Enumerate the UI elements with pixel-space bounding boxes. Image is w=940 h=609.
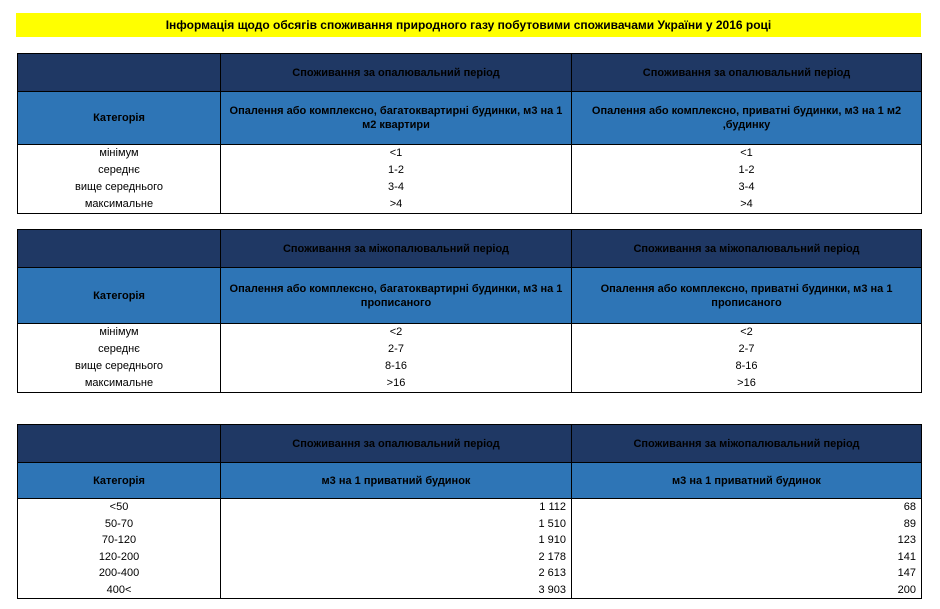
value-cell: 2-7 [221,341,572,358]
value-cell: 3-4 [221,179,572,196]
category-cell: 120-200 [18,549,221,566]
value-cell: 200 [572,582,922,599]
header-cell: Споживання за опалювальний період [221,425,572,463]
table-row [18,582,922,599]
value-cell: <1 [221,145,572,163]
value-cell: 1 112 [221,499,572,516]
header-cell: Споживання за міжопалювальний період [572,425,922,463]
page-title: Інформація щодо обсягів споживання природного газу побутовими споживачами України у 2016 році [16,13,921,37]
table-header-row [18,54,922,92]
value-cell: <1 [572,145,922,163]
value-cell: 89 [572,516,922,533]
value-cell: 147 [572,565,922,582]
header-cell: Споживання за опалювальний період [221,54,572,92]
category-cell: 200-400 [18,565,221,582]
table-row [18,179,922,196]
table-row [18,145,922,163]
value-cell: 8-16 [572,358,922,375]
subheader-cell: Опалення або комплексно, багатоквартирні будинки, м3 на 1 прописаного [221,268,572,324]
value-cell: 3-4 [572,179,922,196]
category-header: Категорія [18,268,221,324]
table-row [18,196,922,214]
category-cell: мінімум [18,324,221,342]
value-cell: >4 [572,196,922,214]
category-cell: <50 [18,499,221,516]
subheader-cell: Опалення або комплексно, приватні будинки, м3 на 1 прописаного [572,268,922,324]
value-cell: <2 [221,324,572,342]
value-cell: 123 [572,532,922,549]
table-subheader-row [18,268,922,324]
table-row [18,358,922,375]
category-cell: максимальне [18,375,221,393]
value-cell: 3 903 [221,582,572,599]
table-heating-m2 [17,53,922,214]
header-cell [18,425,221,463]
header-cell: Споживання за міжопалювальний період [572,230,922,268]
category-cell: середнє [18,341,221,358]
category-cell: 50-70 [18,516,221,533]
value-cell: 141 [572,549,922,566]
table-nonheating-person [17,229,922,393]
value-cell: 2 178 [221,549,572,566]
table-row [18,162,922,179]
category-cell: мінімум [18,145,221,163]
value-cell: 1 910 [221,532,572,549]
table-subheader-row [18,463,922,499]
table-row [18,516,922,533]
category-header: Категорія [18,92,221,145]
header-cell [18,230,221,268]
header-cell: Споживання за міжопалювальний період [221,230,572,268]
subheader-cell: Опалення або комплексно, багатоквартирні будинки, м3 на 1 м2 квартири [221,92,572,145]
subheader-cell: м3 на 1 приватний будинок [572,463,922,499]
table-row [18,324,922,342]
category-header: Категорія [18,463,221,499]
value-cell: >16 [572,375,922,393]
value-cell: 1 510 [221,516,572,533]
table-row [18,565,922,582]
table-header-row [18,425,922,463]
subheader-cell: Опалення або комплексно, приватні будинки, м3 на 1 м2 ,будинку [572,92,922,145]
category-cell: середнє [18,162,221,179]
category-cell: 400< [18,582,221,599]
value-cell: <2 [572,324,922,342]
table-row [18,375,922,393]
value-cell: 8-16 [221,358,572,375]
category-cell: 70-120 [18,532,221,549]
value-cell: 68 [572,499,922,516]
header-cell [18,54,221,92]
header-cell: Споживання за опалювальний період [572,54,922,92]
table-row [18,341,922,358]
category-cell: максимальне [18,196,221,214]
value-cell: 2-7 [572,341,922,358]
category-cell: вище середнього [18,358,221,375]
table-header-row [18,230,922,268]
table-row [18,499,922,516]
value-cell: 1-2 [572,162,922,179]
table-subheader-row [18,92,922,145]
table-private-house [17,424,922,599]
value-cell: >4 [221,196,572,214]
table-row [18,532,922,549]
value-cell: 1-2 [221,162,572,179]
value-cell: 2 613 [221,565,572,582]
category-cell: вище середнього [18,179,221,196]
table-row [18,549,922,566]
value-cell: >16 [221,375,572,393]
subheader-cell: м3 на 1 приватний будинок [221,463,572,499]
